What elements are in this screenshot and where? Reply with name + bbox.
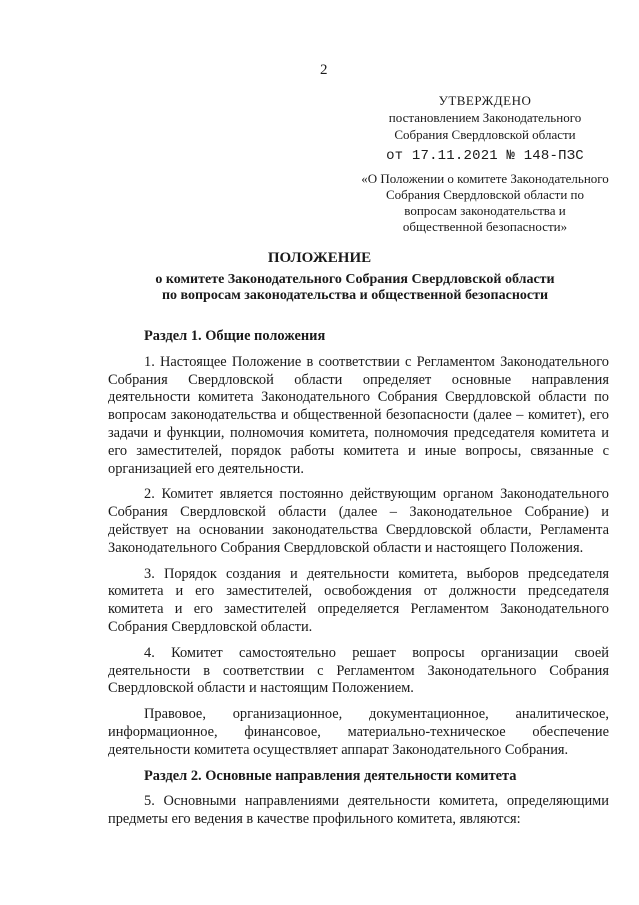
page-number: 2 <box>320 62 328 78</box>
section-heading: Раздел 2. Основные направления деятельности комитета <box>144 767 517 784</box>
paragraph: 3. Порядок создания и деятельности комитета, выборов председателя комитета и его заместителей, освобождения от должности председателя комитета и его заместителей определяется Регламентом Законодательного Собрания Свердловской области. <box>108 565 609 635</box>
approval-line: постановлением Законодательного <box>388 110 582 125</box>
paragraph: 1. Настоящее Положение в соответствии с Регламентом Законодательного Собрания Свердловской области определяет основные направления деятельности комитета Законодательного Собрания Свердловской области по вопросам законодательства и общественной безопасности (далее – комитет), его задачи и функции, полномочия комитета, полномочия председателя комитета и его заместителей, порядок работы комитета и иные вопросы, связанные с организацией его деятельности. <box>108 353 609 477</box>
paragraph: 5. Основными направлениями деятельности комитета, определяющими предметы его ведения в качестве профильного комитета, являются: <box>108 793 609 828</box>
approval-block <box>350 92 620 235</box>
paragraph: 2. Комитет является постоянно действующим органом Законодательного Собрания Свердловской области (далее – Законодательное Собрание) и действует на основании законодательства Свердловской области, Регламента Законодательного Собрания Свердловской области и настоящего Положения. <box>108 486 609 556</box>
resolution-title-line: Собрания Свердловской области по <box>386 187 584 202</box>
resolution-title-line: общественной безопасности» <box>402 219 568 234</box>
subtitle-line: о комитете Законодательного Собрания Свердловской области <box>155 272 555 287</box>
paragraph: Правовое, организационное, документационное, аналитическое, информационное, финансовое, материально-техническое обеспечение деятельности комитета осуществляет аппарат Законодательного Собрания. <box>108 706 609 758</box>
resolution-title-line: «О Положении о комитете Законодательного <box>361 171 609 186</box>
document-title: ПОЛОЖЕНИЕ <box>267 250 372 266</box>
subtitle-line: по вопросам законодательства и общественной безопасности <box>161 288 549 303</box>
paragraph: 4. Комитет самостоятельно решает вопросы организации своей деятельности в соответствии с Регламентом Законодательного Собрания Свердловской области и настоящим Положением. <box>108 644 609 697</box>
document-subtitle <box>110 272 600 304</box>
document-body <box>108 328 609 837</box>
resolution-stamp: от 17.11.2021 № 148-ПЗС <box>386 148 584 164</box>
resolution-title-line: вопросам законодательства и <box>404 203 566 218</box>
section-heading: Раздел 1. Общие положения <box>144 328 326 344</box>
approval-heading: УТВЕРЖДЕНО <box>438 93 532 108</box>
approval-line: Собрания Свердловской области <box>394 127 576 142</box>
